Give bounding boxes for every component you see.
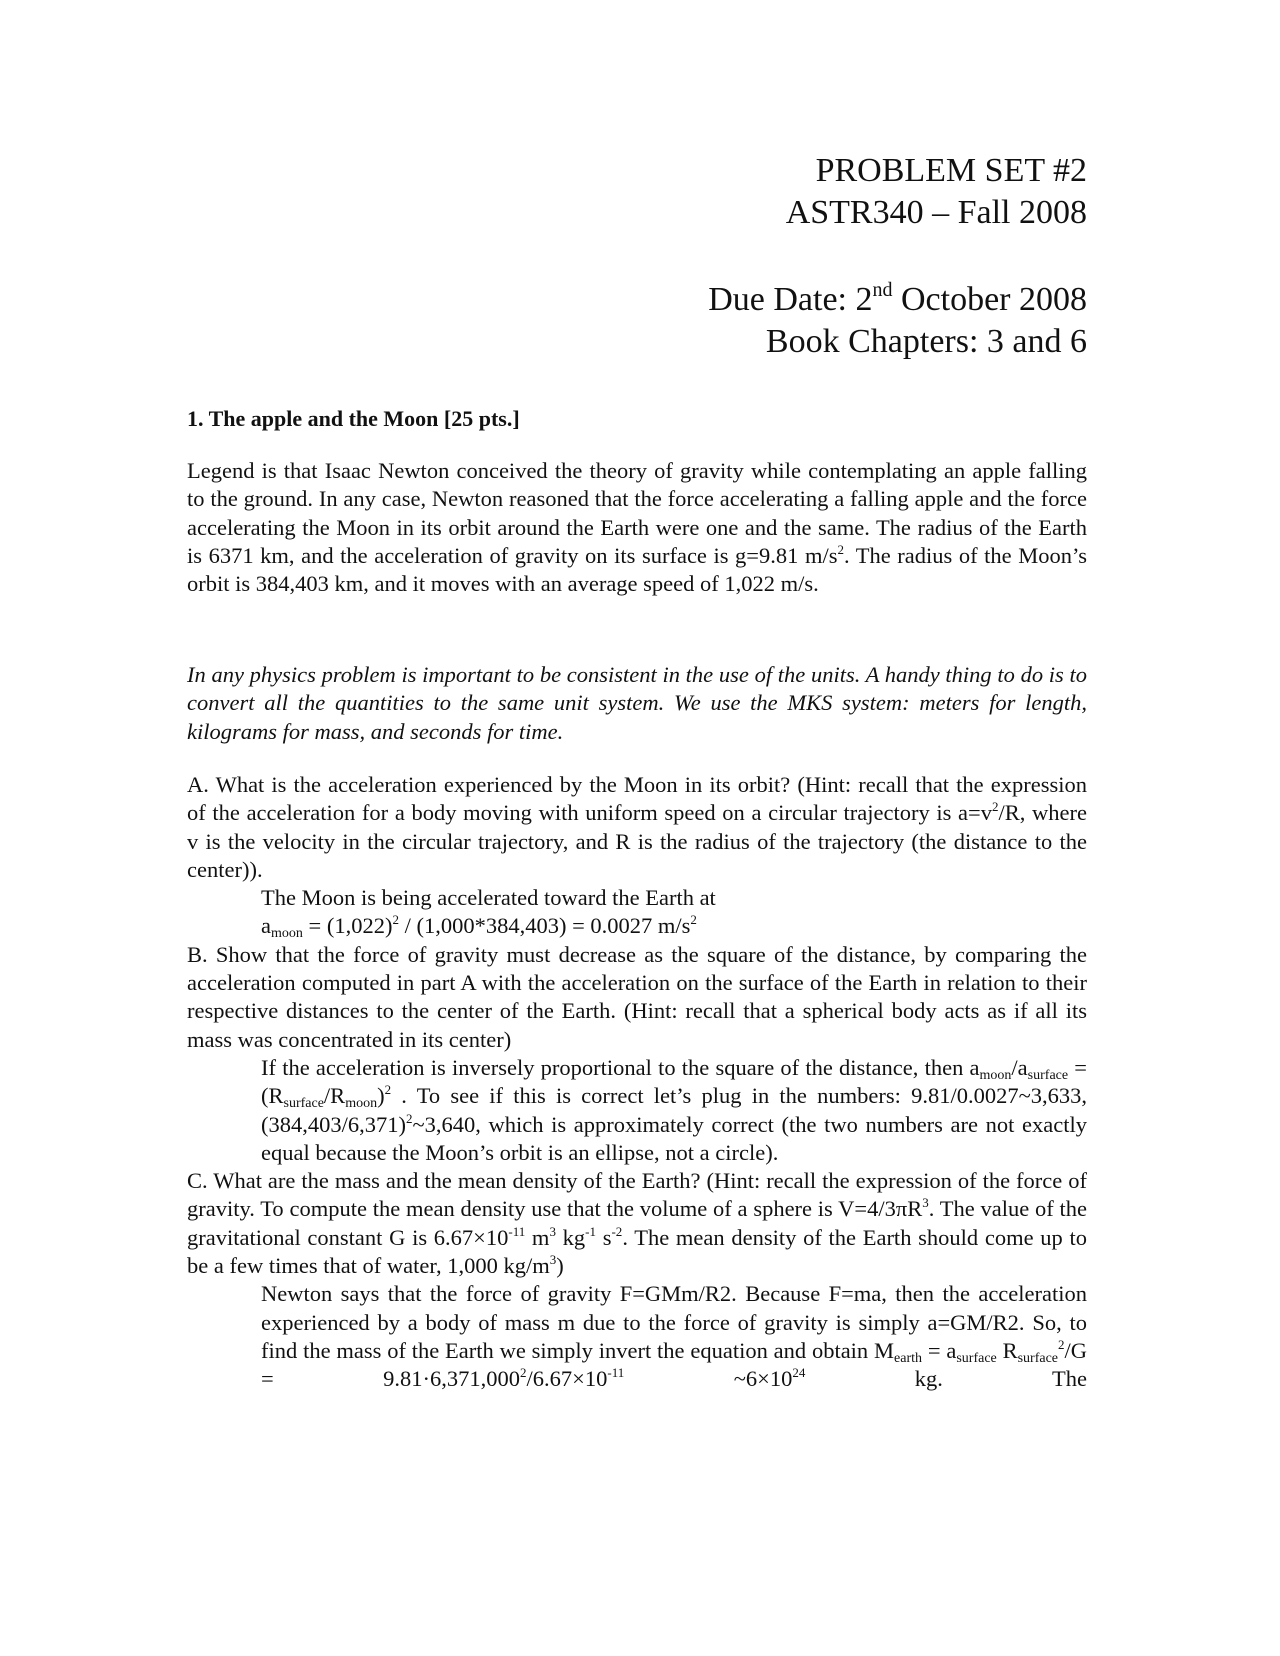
question-c [187,1167,1087,1280]
text-run: R [996,1337,1018,1363]
superscript: 3 [922,1195,929,1211]
superscript: 2 [406,1110,413,1126]
due-date [387,279,1087,321]
superscript: 2 [991,799,999,815]
text-run: = (1,022) [302,913,393,939]
title-block [387,150,1087,234]
intro-paragraph [187,457,1087,598]
text-run: /G = 9.81·6,371,000 [261,1337,1087,1392]
superscript: 2 [837,541,844,557]
text-run: ~6×10 [624,1366,793,1392]
due-date-text: Due Date: 2 [708,281,873,318]
section-heading: 1. The apple and the Moon [25 pts.] [187,406,520,431]
intro-text: Legend is that Isaac Newton conceived the theory of gravity while contemplating an apple falling to the ground. In any case, Newton reasoned that the force accelerating a falling apple and the force accelerating the Moon in its orbit around the Earth were one and the same. The radius of the Earth is 6371 km, and the acceleration of gravity on its surface is g=9.81 m/s [187,458,1087,568]
superscript: 24 [792,1365,806,1381]
text-run: C. What are the mass and the mean density of the Earth? (Hint: recall the expression of the force of gravity. To compute the mean density use that the volume of a sphere is V=4/3πR [187,1168,1087,1222]
text-run: / (1,000*384,403) = 0.0027 m/s [398,913,691,939]
answer-c [187,1280,1087,1393]
question-a-text-cont: /R, where v is the velocity in the circular trajectory, and R is the radius of the trajectory (the distance to the center)). [187,800,1087,882]
text-run: . To see if this is correct let’s plug in the numbers: 9.81/0.0027~3,633, (384,403/6,371) [261,1083,1087,1137]
superscript: 2 [1058,1336,1065,1352]
text-run: ) [556,1253,564,1279]
problem-set-title: PROBLEM SET #2 [815,152,1087,189]
answer-a-equation [261,912,1087,940]
superscript: -11 [508,1223,526,1239]
text-run: /a [1011,1054,1028,1080]
book-chapters: Book Chapters: 3 and 6 [765,323,1087,360]
superscript: -2 [611,1223,623,1239]
due-date-ordinal: nd [872,279,893,301]
superscript: -11 [607,1365,625,1381]
question-a-text: A. What is the acceleration experienced by the Moon in its orbit? (Hint: recall that the expression of the acceleration for a body moving with uniform speed on a circular trajectory is a=v [187,772,1087,826]
answer-a [187,884,1087,941]
text-run: . The mean density of the Earth should come up to be a few times that of water, 1,000 kg/m [187,1224,1088,1279]
text-run: = (R [261,1054,1087,1109]
units-note [187,661,1087,746]
text-run: kg [555,1224,586,1250]
due-block [387,279,1087,363]
subscript: surface [1027,1067,1069,1083]
text-run: ) [377,1083,385,1109]
superscript: 2 [384,1082,392,1098]
subscript: earth [894,1350,922,1366]
question-b: B. Show that the force of gravity must decrease as the square of the distance, by comparing the acceleration computed in part A with the acceleration on the surface of the Earth in relation to their respective distances to the center of the Earth. (Hint: recall that a spherical body acts as if all its mass was concentrated in its center) [187,941,1087,1052]
superscript: 3 [549,1252,557,1268]
text-run: . The value of the gravitational constant G is 6.67×10 [187,1196,1087,1250]
text-run: Newton says that the force of gravity F=GMm/R2. Because F=ma, then the acceleration experienced by a body of mass m due to the force of gravity is simply a=GM/R2. So, to find the mass of the Earth we simply invert the equation and obtain M [261,1281,1087,1363]
superscript: 2 [520,1365,527,1381]
answer-b [187,1054,1087,1167]
intro-text-cont: . The radius of the Moon’s orbit is 384,403 km, and it moves with an average speed of 1,022 m/s. [187,542,1087,597]
course-line: ASTR340 – Fall 2008 [785,194,1087,231]
text-run: a [261,913,271,939]
text-run: m [525,1224,550,1250]
superscript: -1 [585,1223,596,1239]
question-a [187,771,1087,1394]
subscript: moon [979,1067,1012,1083]
text-run: = a [922,1337,957,1363]
superscript: 3 [549,1223,556,1239]
superscript: 2 [690,912,697,928]
text-run: kg. The [805,1366,1087,1392]
subscript: surface [1017,1350,1058,1366]
text-run: /6.67×10 [526,1366,608,1392]
superscript: 2 [392,912,399,928]
text-run: ~3,640, which is approximately correct (the two numbers are not exactly equal because the Moon’s orbit is an ellipse, not a circle). [261,1111,1087,1165]
subscript: surface [956,1350,997,1366]
text-run: If the acceleration is inversely proportional to the square of the distance, then a [261,1054,980,1080]
subscript: moon [271,926,303,942]
answer-a-line: The Moon is being accelerated toward the Earth at [261,885,716,911]
due-date-month: October 2008 [892,281,1087,318]
text-run: /R [323,1083,346,1109]
subscript: moon [345,1096,378,1112]
text-run: s [596,1224,612,1250]
units-note-text: In any physics problem is important to be consistent in the use of the units. A handy thing to do is to convert all the quantities to the same unit system. We use the MKS system: meters for length, kilograms for mass, and seconds for time. [187,662,1087,744]
subscript: surface [283,1096,324,1112]
